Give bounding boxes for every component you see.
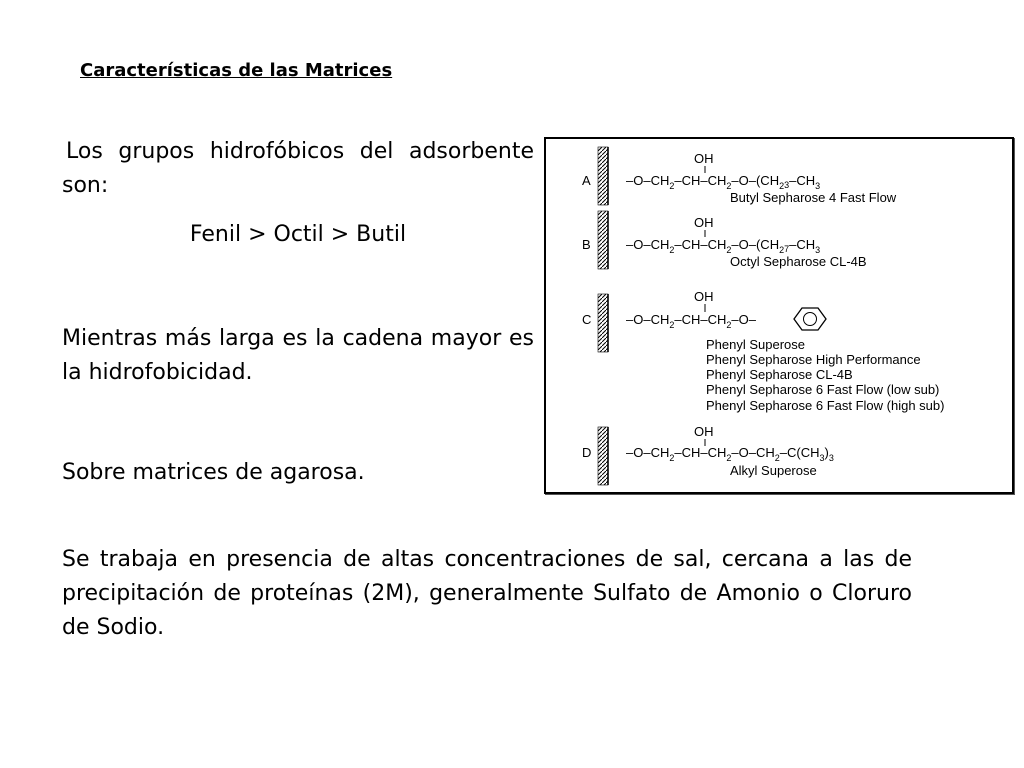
hydrophobic-groups-text: Los grupos hidrofóbicos del adsorbente son: xyxy=(62,139,534,198)
matrix-hatch-icon xyxy=(598,427,608,485)
svg-text:Phenyl Sepharose 6 Fast Flow (: Phenyl Sepharose 6 Fast Flow (low sub) xyxy=(706,382,940,397)
matrix-hatch-icon xyxy=(598,211,608,269)
hydroxyl-label: OH xyxy=(694,151,714,166)
row-letter: D xyxy=(582,445,592,460)
row-letter: C xyxy=(582,312,592,327)
salt-conditions-text: Se trabaja en presencia de altas concentraciones de sal, cercana a las de precipitación de proteínas (2M), generalmente Sulfato de Amonio o Cloruro de Sodio. xyxy=(62,547,912,640)
matrix-hatch-icon xyxy=(598,147,608,205)
svg-text:Phenyl Sepharose 6 Fast Flow (: Phenyl Sepharose 6 Fast Flow (high sub) xyxy=(706,398,945,413)
slide-title: Características de las Matrices xyxy=(80,60,393,81)
product-list xyxy=(706,337,944,413)
phenyl-ring-icon xyxy=(794,308,826,330)
structure-row-d xyxy=(582,424,834,485)
matrix-hatch-icon xyxy=(598,294,608,352)
structure-row-b xyxy=(582,211,867,269)
ligand-formula: $-O-CH_2-CH-CH_2-O-(CH_27-CH_3$ xyxy=(626,237,821,255)
hydroxyl-label: OH xyxy=(694,215,714,230)
ligand-formula: $-O-CH_2-CH-CH_2-O-CH_2-C(CH_3)_3$ xyxy=(626,445,834,463)
structure-row-a xyxy=(582,147,897,205)
structure-row-c xyxy=(582,289,944,413)
structures-svg xyxy=(546,139,1012,492)
ligand-formula: $-O-CH_2-CH-CH_2-O-(CH_23-CH_3$ xyxy=(626,173,821,191)
hydroxyl-label: OH xyxy=(694,424,714,439)
row-letter: B xyxy=(582,237,591,252)
hydrophobicity-order-text: Fenil > Octil > Butil xyxy=(189,222,407,247)
product-name: Octyl Sepharose CL-4B xyxy=(730,254,867,269)
row-letter: A xyxy=(582,173,591,188)
product-name: Alkyl Superose xyxy=(730,463,817,478)
chain-length-text: Mientras más larga es la cadena mayor es la hidrofobicidad. xyxy=(62,326,534,385)
hydroxyl-label: OH xyxy=(694,289,714,304)
product-name: Butyl Sepharose 4 Fast Flow xyxy=(730,190,897,205)
ligand-formula: $-O-CH_2-CH-CH_2-O-$ xyxy=(626,312,756,330)
hic-ligand-structures-figure xyxy=(544,137,1014,494)
svg-text:Phenyl Sepharose High Performa: Phenyl Sepharose High Performance xyxy=(706,352,921,367)
agarose-matrix-text: Sobre matrices de agarosa. xyxy=(62,460,365,485)
svg-text:Phenyl Sepharose CL-4B: Phenyl Sepharose CL-4B xyxy=(706,367,853,382)
svg-text:Phenyl Superose: Phenyl Superose xyxy=(706,337,806,352)
